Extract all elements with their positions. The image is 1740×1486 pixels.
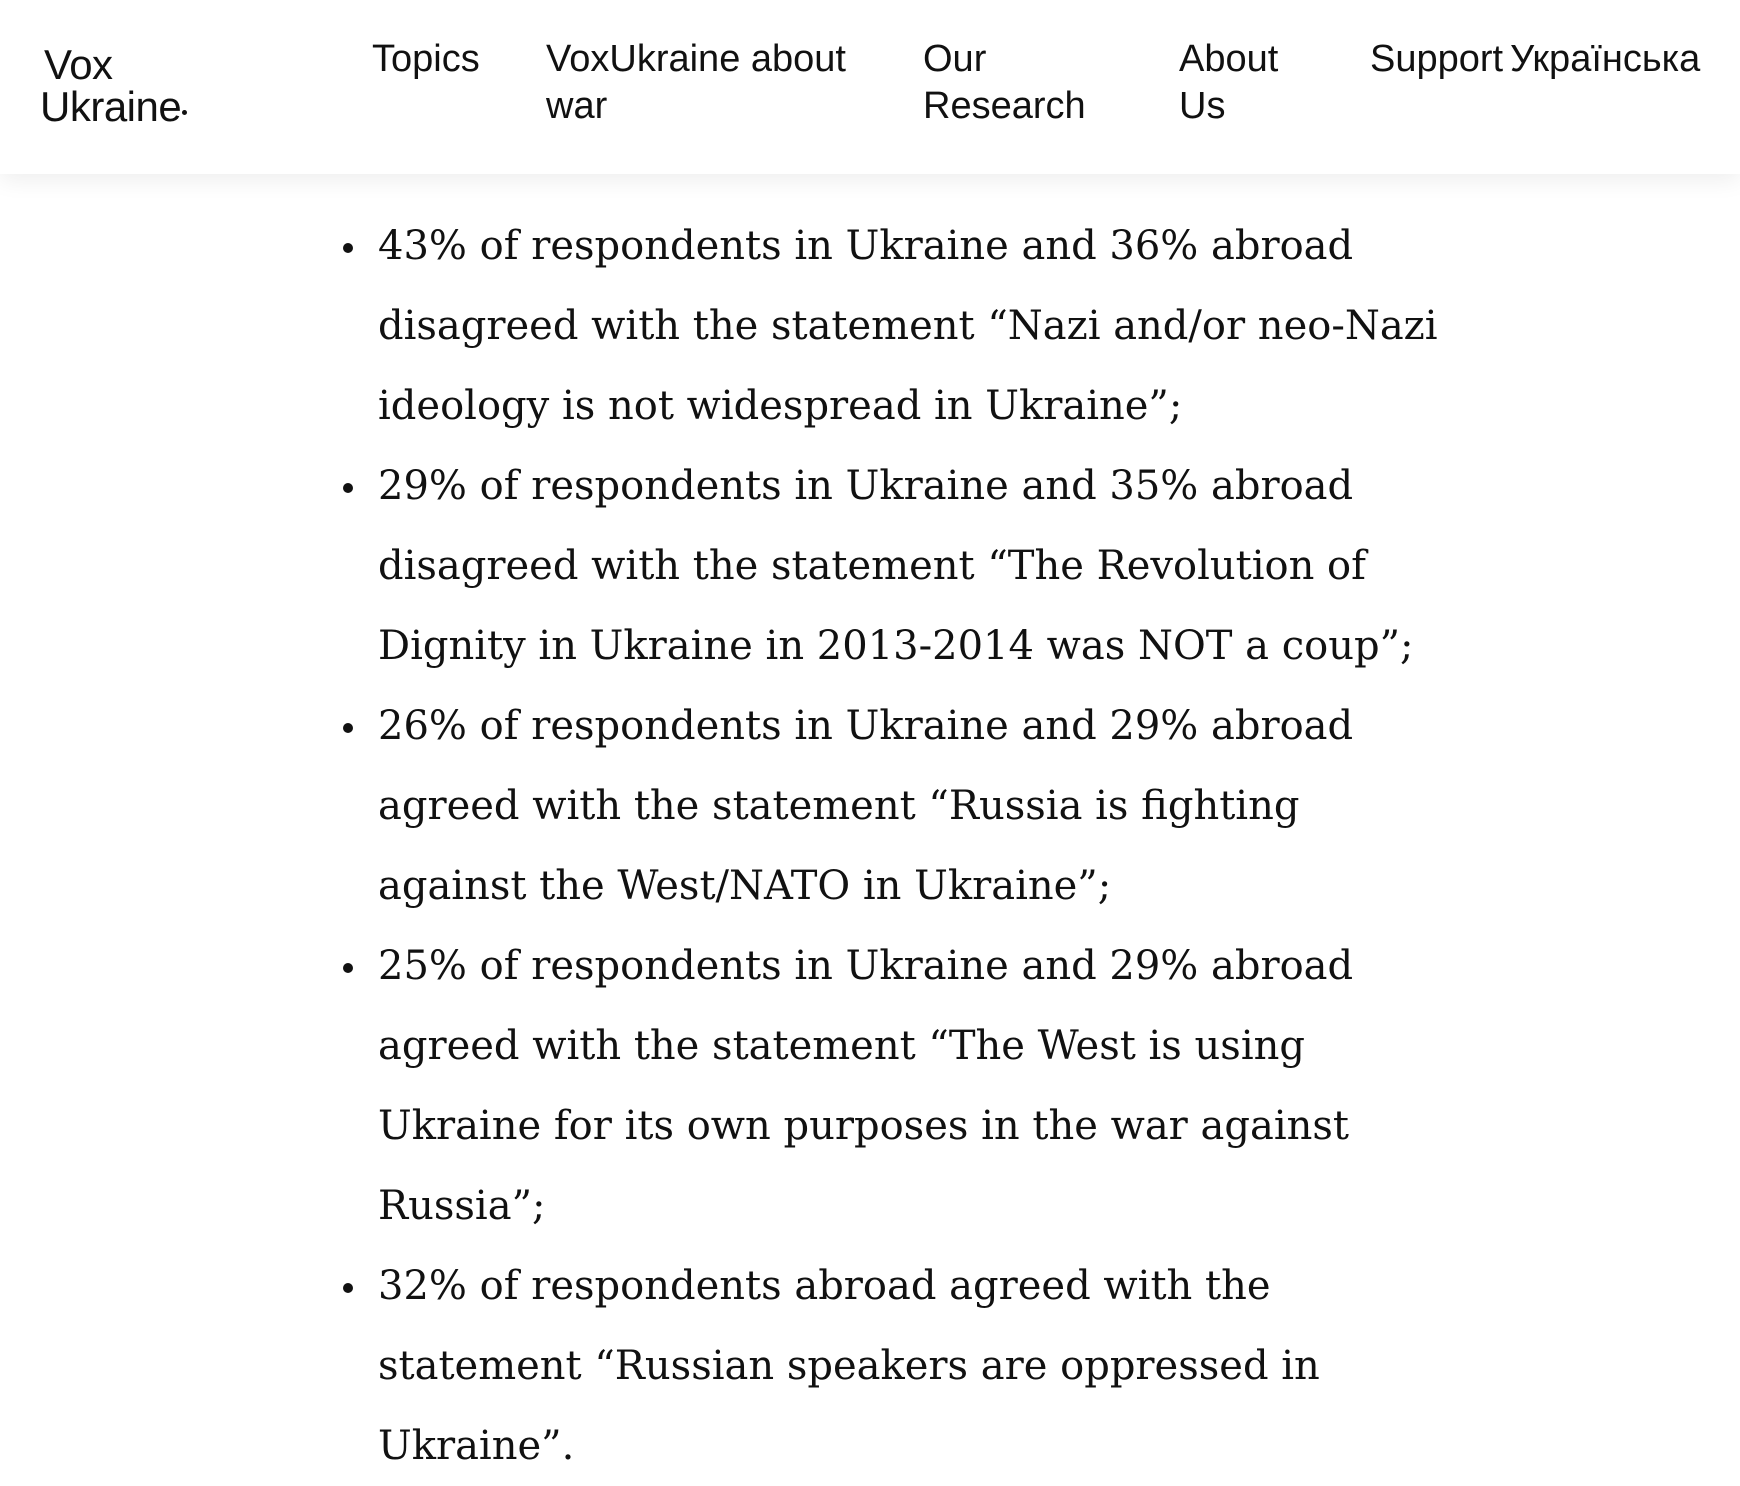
list-item: [340, 926, 1440, 1246]
nav-support[interactable]: Support: [1370, 38, 1504, 80]
nav-voxukraine-about-war[interactable]: VoxUkraine about war: [546, 38, 846, 127]
bullet-icon: [343, 483, 353, 493]
list-item-text: 26% of respondents in Ukraine and 29% abroad agreed with the statement “Russia is fighting against the West/NATO in Ukraine”;: [378, 703, 1354, 909]
bullet-icon: [343, 723, 353, 733]
list-item-text: 43% of respondents in Ukraine and 36% abroad disagreed with the statement “Nazi and/or neo-Nazi ideology is not widespread in Ukraine”;: [378, 223, 1438, 429]
site-header: [0, 0, 1740, 174]
logo-dot-icon: [182, 110, 187, 115]
bullet-icon: [343, 243, 353, 253]
survey-results-list: [340, 206, 1440, 1486]
bullet-icon: [343, 963, 353, 973]
list-item-text: 29% of respondents in Ukraine and 35% abroad disagreed with the statement “The Revolution of Dignity in Ukraine in 2013-2014 was NOT a coup”;: [378, 463, 1414, 669]
nav-our-research[interactable]: Our Research: [923, 38, 1086, 127]
logo-text-vox: Vox: [44, 41, 113, 88]
list-item-text: 32% of respondents abroad agreed with the statement “Russian speakers are oppressed in Ukraine”.: [378, 1263, 1320, 1469]
nav-about-us[interactable]: About Us: [1179, 38, 1279, 127]
nav-topics[interactable]: Topics: [372, 38, 480, 80]
logo-text-ukraine-label: Ukraine: [40, 83, 182, 130]
list-item-text: 25% of respondents in Ukraine and 29% abroad agreed with the statement “The West is using Ukraine for its own purposes in the war against Russia”;: [378, 943, 1354, 1229]
list-item: [340, 686, 1440, 926]
site-logo[interactable]: [40, 41, 182, 130]
article-content: [0, 174, 1740, 1469]
bullet-icon: [343, 1283, 353, 1293]
logo-text-ukraine: [40, 83, 182, 130]
list-item: [340, 1246, 1440, 1486]
list-item: [340, 446, 1440, 686]
language-switch-ukrainian[interactable]: Українська: [1510, 38, 1701, 80]
list-item: [340, 206, 1440, 446]
